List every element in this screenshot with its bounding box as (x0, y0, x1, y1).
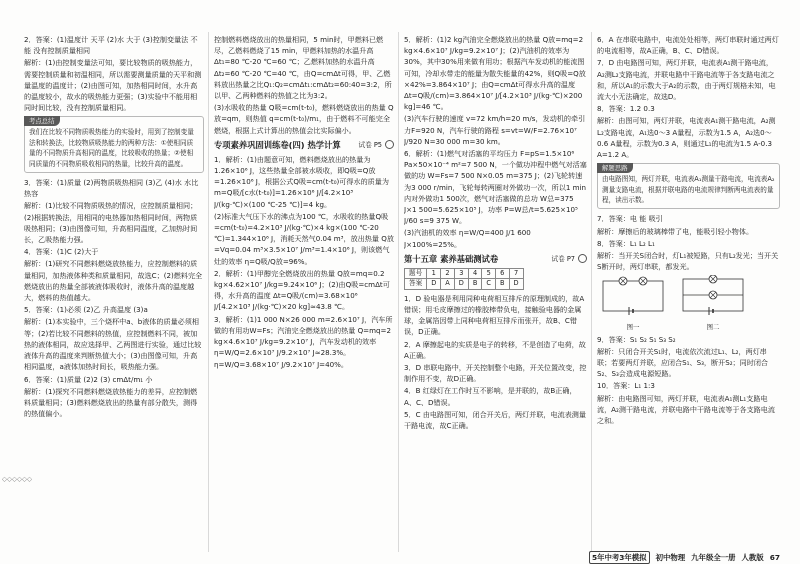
page-footer (560, 551, 780, 564)
answer-paragraph: 5．C 由电路图可知，闭合开关后，两灯并联，电流表测量干路电流，故C正确。 (404, 409, 586, 431)
figure-caption: 图二 (706, 322, 720, 331)
table-cell: 6 (496, 268, 510, 279)
section-title: 第十五章 素养基础测试卷 (404, 253, 499, 264)
answer-table-value-row (405, 279, 524, 290)
answer-paragraph: 7．答案：电 能 吸引 (597, 214, 663, 224)
column-2 (214, 34, 394, 554)
tip-box (597, 163, 780, 209)
footer-brand: 5年中考3年模拟 (589, 551, 650, 564)
answer-paragraph: 3．解析：(1)1 000 N×26 000 m=2.6×10⁷ J，汽车所做的有用功W=Fs；汽油完全燃烧放出的热量 Q=mq=2 kg×4.6×10⁷ J/kg=9.2×10⁷ J，汽车发动机的效率 η=W/Q=2.6×10⁷ J/9.2×10⁷ J≈28.3%。 (214, 314, 393, 358)
table-cell: D (509, 279, 523, 290)
footer-grade: 九年级全一册 (691, 553, 736, 562)
answer-paragraph: (3)汽车行驶的速度 v=72 km/h=20 m/s，发动机的牵引力F=920 N，汽车行驶的路程 s=vt=W/F=2.76×10⁷ J/920 N=30 000 m=30 km。 (404, 114, 586, 146)
table-cell: C (482, 279, 496, 290)
section-ref (552, 253, 587, 266)
side-margin-text: ◇◇◇◇◇◇ (2, 475, 32, 483)
answer-paragraph: 3．D 串联电路中，开关控制整个电路，开关位置改变，控制作用不变，故D正确。 (404, 363, 587, 384)
page-number: 67 (769, 553, 780, 562)
table-cell: 2 (441, 268, 455, 279)
tip-text: 由电路图知，两灯并联，电流表A₁测量干路电流，电流表A₂测量支路电流，根据并联电路的电流规律判断两电流表的量程，读出示数。 (602, 175, 775, 205)
answer-paragraph: 6．A 在串联电路中，电流处处相等，两灯串联时通过两灯的电流相等，故A正确，B、C、D错误。 (597, 35, 779, 56)
answer-paragraph: 7．D 由电路图可知，两灯并联，电流表A₁测干路电流，A₂测L₂支路电流，并联电路中干路电流等于各支路电流之和，所以A₁的示数大于A₂的示数，由于两灯规格未知，电流大小无法确定，故选D。 (597, 58, 776, 102)
answer-paragraph: 8．答案：1.2 0.3 (597, 104, 655, 114)
table-cell: 题号 (405, 268, 427, 279)
tip-text: 我们在比较不同物质吸热能力的实验时，用到了控制变量法和转换法，比较物质吸热能力的两种方法：①使相同质量的不同物质升高相同的温度，比较吸收的热量；②使相同质量的不同物质吸收相同的热量，比较升高的温度。 (29, 128, 194, 168)
table-cell: 1 (427, 268, 441, 279)
table-cell: B (468, 279, 482, 290)
answer-paragraph: 6．解析：(1)燃气对活塞的平均压力 F=pS=1.5×10⁶ Pa×50×10⁻⁴ m²=7 500 N，一个做功冲程中燃气对活塞做的功 W=Fs=7 500 N×0.05 m=375 J；(2)飞轮转速为3 000 r/min，飞轮每转两圈对外做功一次，所以1 min内对外做功1 500次，燃气对活塞做的总功 W总=375 J×1 500=5.625×10⁵ J，功率 P=W总/t=5.625×10⁵ J/60 s=9 375 W。 (404, 149, 587, 226)
table-cell: 7 (509, 268, 523, 279)
answer-paragraph: 8．答案：L₁ L₂ L₁ (597, 238, 655, 248)
answer-paragraph: (2)标准大气压下水的沸点为100 ℃，水吸收的热量Q吸=cm(t-t₀)=4.2×10³ J/(kg·℃)×4 kg×(100 ℃-20 ℃)=1.344×10⁶ J，消耗天然气0.04 m³，放出热量 Q放=Vq=0.04 m³×3.5×10⁷ J/m³=1.4×10⁶ J，则该燃气灶的效率 η=Q吸/Q放=96%。 (214, 211, 394, 266)
answer-paragraph: 10．答案：L₁ 1:3 (597, 381, 655, 391)
answer-paragraph: 控制燃料燃烧放出的热量相同，5 min时，甲燃料已燃尽，乙燃料燃烧了15 min，甲燃料加热的水温升高Δt₁=80 ℃-20 ℃=60 ℃；乙燃料加热的水温升高Δt₂=60 ℃-20 ℃=40 ℃，由Q=cmΔt可得，甲、乙燃料放出热量之比Q₁:Q₂=cmΔt₁:cmΔt₂=60:40=3:2，所以甲、乙两种燃料的热值之比为3:2。 (214, 35, 392, 101)
column-divider (591, 32, 592, 552)
column-divider (208, 32, 209, 552)
answer-paragraph: 解析：由图可知，两灯并联，电流表A₁测干路电流，A₂测L₂支路电流，A₁选0～3 A量程，示数为1.5 A，A₂选0～0.6 A量程，示数为0.3 A，则通过L₁的电流为1.5 A-0.3 A=1.2 A。 (597, 116, 776, 160)
circuit-figure (677, 275, 749, 319)
section-heading (404, 253, 587, 266)
section-ref-text: 试卷 P5 (358, 140, 382, 149)
answer-paragraph: 5．答案：(1)必须 (2)乙 升高温度 (3)a (24, 305, 148, 315)
figure-caption: 图一 (626, 322, 640, 331)
answer-paragraph: 解析：由电路图可知，两灯并联，电流表A₁测L₁支路电流，A₂测干路电流，并联电路中干路电流等于各支路电流之和。 (597, 393, 775, 426)
tip-label: 解题思路 (597, 163, 633, 173)
answer-paragraph: 1．D 验电器是利用同种电荷相互排斥的原理制成的，故A错误；用毛皮摩擦过的橡胶棒带负电，接触验电器的金属球，金属箔因带上同种电荷相互排斥而张开，故B、C错误，D正确。 (404, 293, 585, 337)
circuit-diagrams (597, 275, 780, 330)
answer-table (404, 268, 524, 290)
answer-paragraph: 解析：只闭合开关S₁时，电流依次流过L₁、L₂，两灯串联；若要两灯并联，应闭合S₁、S₃，断开S₂；同时闭合S₂、S₃会造成电源短路。 (597, 346, 769, 379)
answer-paragraph: η=W/Q=3.68×10⁷ J/9.2×10⁷ J=40%。 (214, 360, 348, 370)
answer-paragraph: 4．B 红绿灯在工作时互不影响，是并联的，故B正确，A、C、D错误。 (404, 386, 577, 407)
answer-paragraph: (3)水吸收的热量 Q吸=cm(t-t₀)，燃料燃烧放出的热量 Q放=qm，则热值 q=cm(t-t₀)/m₁，由于燃料不可能完全燃烧，根据上式计算出的热值会比实际偏小。 (214, 103, 394, 135)
answer-paragraph: 6．答案：(1)质量 (2)2 (3) cmΔt/m₁ 小 (24, 374, 153, 384)
answer-paragraph: 9．答案：S₁ S₂ S₁ S₃ S₂ (597, 334, 676, 344)
section-ref-text: 试卷 P7 (551, 254, 575, 263)
answer-paragraph: 解析：(1)比较不同物质吸热的情况，应控制质量相同；(2)根据转换法，用相同的电热器加热相同时间，两物质吸热相同；(3)由图像可知，升高相同温度，乙加热时间长，乙吸热能力强。 (24, 201, 198, 245)
answer-paragraph: 解析：(1)由控制变量法可知，要比较物质的吸热能力，需要控制质量和初温相同，所以需要测量质量的天平和测量温度的温度计；(2)由图可知，加热相同时间，水升高的温度较小，故水的吸热能力更强；(3)实验中不能用相同时间比较，没有控制质量相同。 (24, 58, 202, 113)
answer-paragraph: 解析：(1)探究不同燃料燃烧放热能力的差异，应控制燃料质量相同；(3)燃料燃烧放出的热量有部分散失，测得的热值偏小。 (24, 386, 198, 419)
table-cell: 答案 (405, 279, 427, 290)
answer-paragraph: 解析：(1)研究不同燃料燃烧放热能力，应控制燃料的质量相同，加热液体种类和质量相同，故选C；(2)燃料完全燃烧放出的热量全部被液体吸收时，液体升高的温度越大，燃料的热值越大。 (24, 259, 203, 303)
paper-ref-icon (385, 140, 394, 149)
answer-paragraph: 2．A 摩擦起电的实质是电子的转移，不是创造了电荷，故A正确。 (404, 339, 586, 360)
answer-table-head-row (405, 268, 524, 279)
section-heading (214, 139, 394, 152)
footer-edition: 人教版 (741, 553, 764, 562)
answer-paragraph: 解析：(1)本实验中，三个烧杯中a、b液体的质量必须相等；(2)若比较不同燃料的热值，应控制燃料不同，被加热的液体相同，故应选择甲、乙两图进行实验，通过比较液体升高的温度来判断热值大小；(3)由图像可知，升高相同温度，a液体加热时间长，吸热能力强。 (24, 317, 202, 372)
column-divider (398, 32, 399, 552)
table-cell: 4 (468, 268, 482, 279)
answer-paragraph: 4．答案：(1)C (2)大于 (24, 247, 99, 257)
answer-paragraph: (3)汽油机的效率 η=W/Q=400 J/1 600 J×100%=25%。 (404, 228, 531, 249)
circuit-diagram-2 (677, 275, 749, 330)
answer-paragraph: 5．解析：(1)2 kg汽油完全燃烧放出的热量 Q放=mq=2 kg×4.6×10⁷ J/kg=9.2×10⁷ J；(2)汽油机的效率为30%，其中30%用来做有用功；根据汽车发动机的能流图可知，冷却水带走的能量为散失能量的42%，则Q吸=Q放×42%=3.864×10⁷ J；由Q=cmΔt可得水升高的温度 Δt=Q吸/(cm)=3.864×10⁷ J/[4.2×10³ J/(kg·℃)×200 kg]=46 ℃。 (404, 35, 586, 112)
tip-box (24, 116, 204, 173)
column-3 (404, 34, 587, 554)
table-cell: A (441, 279, 455, 290)
answer-paragraph: 1．解析：(1)由题意可知，燃料燃烧放出的热量为1.26×10⁶ J，这些热量全部被水吸收，即Q吸=Q放=1.26×10⁶ J，根据公式Q吸=cm(t-t₀)可得水的质量为 m=Q吸/[c水(t-t₀)]=1.26×10⁶ J/[4.2×10³ J/(kg·℃)×(100 ℃-25 ℃)]=4 kg。 (214, 154, 389, 209)
column-4 (597, 34, 780, 554)
table-cell: 3 (454, 268, 468, 279)
circuit-diagram-1 (597, 275, 669, 330)
answer-paragraph: 解析：当开关S闭合时，灯L₁被短路，只有L₂发光；当开关S断开时，两灯串联，都发光。 (597, 251, 779, 272)
paper-ref-icon (578, 254, 587, 263)
tip-label: 考点总结 (24, 116, 60, 126)
answer-paragraph: 2．答案：(1)温度计 天平 (2)水 大于 (3)控制变量法 不能 没有控制质量相同 (24, 35, 198, 56)
column-1 (24, 34, 204, 554)
table-cell: D (454, 279, 468, 290)
section-ref (359, 139, 394, 152)
answer-paragraph: 2．解析：(1)甲醇完全燃烧放出的热量 Q放=mq=0.2 kg×4.62×10⁷ J/kg=9.24×10⁶ J；(2)由Q吸=cmΔt可得，水升高的温度 Δt=Q吸/(cm)=3.68×10⁶ J/[4.2×10³ J/(kg·℃)×20 kg]≈43.8 ℃。 (214, 268, 390, 312)
table-cell: 5 (482, 268, 496, 279)
circuit-figure (597, 275, 669, 319)
answer-paragraph: 解析：摩擦后的玻璃棒带了电，能吸引轻小物体。 (597, 226, 754, 236)
section-title: 专项素养巩固训练卷(四) 热学计算 (214, 139, 341, 150)
table-cell: B (496, 279, 510, 290)
table-cell: D (427, 279, 441, 290)
answer-paragraph: 3．答案：(1)质量 (2)两物质吸热相同 (3)乙 (4)水 水比热容 (24, 178, 199, 199)
footer-subject: 初中物理 (655, 553, 686, 562)
